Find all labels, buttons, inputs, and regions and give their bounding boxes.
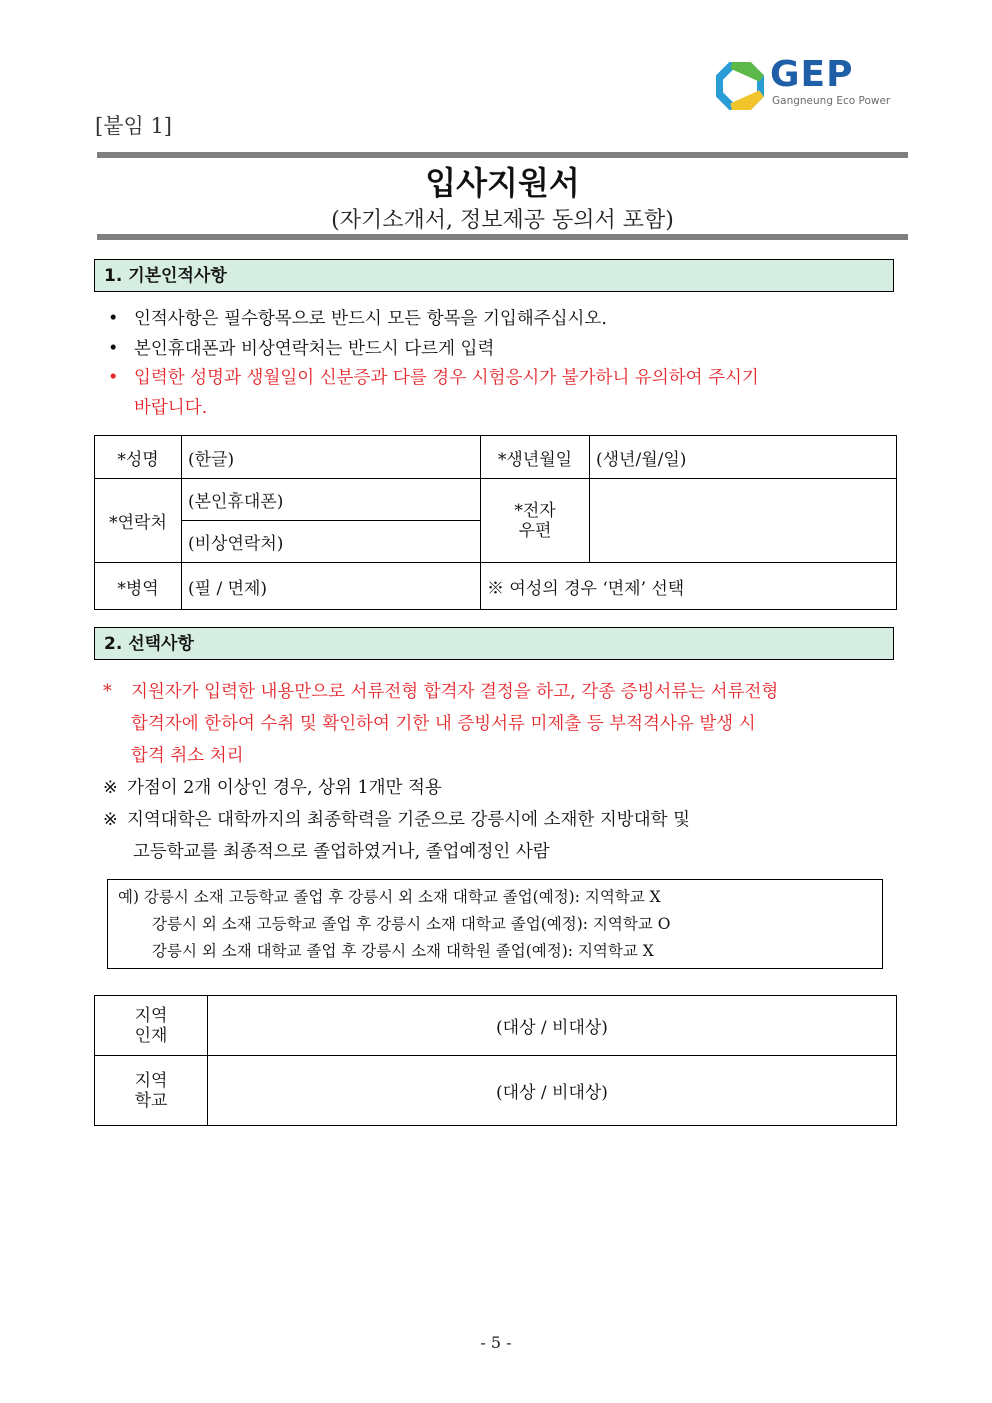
instruction-item — [108, 305, 759, 335]
page-title: 입사지원서 — [425, 164, 580, 202]
note-line: 합격자에 한하여 수취 및 확인하여 기한 내 증빙서류 미제출 등 부적격사유 발생 시 — [131, 714, 756, 734]
emergency-contact-field[interactable]: (비상연락처) — [182, 521, 481, 563]
birth-field[interactable]: (생년/월/일) — [590, 436, 897, 479]
instruction-text: 인적사항은 필수항목으로 반드시 모든 항목을 기입해주십시오. — [134, 309, 607, 329]
example-line: 예) 강릉시 소재 고등학교 졸업 후 강릉시 외 소재 대학교 졸업(예정): 지역학교 X — [118, 888, 661, 906]
logo-wordmark: GEP — [770, 54, 854, 95]
section1-heading: 1. 기본인적사항 — [94, 259, 894, 292]
note-marker: ※ — [103, 778, 118, 798]
label-line: 지역 — [134, 1070, 168, 1091]
email-label-line: *전자 — [514, 500, 556, 521]
logo-subtitle: Gangneung Eco Power — [772, 95, 891, 107]
section2-heading: 2. 선택사항 — [94, 627, 894, 660]
page-number: - 5 - — [480, 1333, 512, 1352]
instruction-item-warning — [108, 364, 759, 394]
instruction-item — [108, 335, 759, 365]
regional-preference-table — [94, 995, 897, 1126]
octagon-logo-icon — [716, 62, 764, 110]
bottom-rule — [97, 234, 908, 240]
instruction-text: 바랍니다. — [134, 397, 208, 418]
email-label — [481, 479, 590, 563]
note-line: 고등학교를 최종적으로 졸업하였거나, 졸업예정인 사람 — [133, 842, 550, 862]
regional-talent-label — [95, 996, 208, 1056]
attachment-label: [붙임 1] — [95, 114, 172, 138]
company-logo — [716, 54, 896, 112]
label-line: 인재 — [134, 1025, 168, 1046]
example-box — [107, 879, 883, 969]
personal-info-table — [94, 435, 897, 610]
note-line: 가점이 2개 이상인 경우, 상위 1개만 적용 — [127, 778, 442, 798]
regional-school-field[interactable]: (대상 / 비대상) — [208, 1056, 897, 1126]
instruction-text: 입력한 성명과 생월일이 신분증과 다를 경우 시험응시가 불가하니 유의하여 주시기 — [134, 368, 759, 388]
label-line: 학교 — [134, 1090, 168, 1111]
note-line: 합격 취소 처리 — [131, 746, 244, 766]
note-line: 지원자가 입력한 내용만으로 서류전형 합격자 결정을 하고, 각종 증빙서류는 서류전형 — [131, 682, 779, 702]
section1-instructions — [108, 305, 759, 423]
military-note: ※ 여성의 경우 ‘면제’ 선택 — [481, 563, 897, 610]
email-label-line: 우편 — [518, 520, 552, 541]
regional-school-label — [95, 1056, 208, 1126]
note-item-warning — [103, 676, 778, 772]
name-label: *성명 — [95, 436, 182, 479]
birth-label: *생년월일 — [481, 436, 590, 479]
section2-notes — [103, 676, 778, 868]
military-label: *병역 — [95, 563, 182, 610]
example-line: 강릉시 외 소재 대학교 졸업 후 강릉시 소재 대학원 졸업(예정): 지역학교 X — [152, 942, 654, 960]
instruction-text: 본인휴대폰과 비상연락처는 반드시 다르게 입력 — [134, 338, 495, 359]
note-item — [103, 804, 778, 868]
note-marker: ※ — [103, 810, 118, 830]
bullet-marker: • — [108, 309, 119, 329]
instruction-continuation — [108, 394, 759, 424]
note-marker: * — [103, 682, 112, 702]
bullet-marker: • — [108, 338, 119, 359]
note-item — [103, 772, 778, 804]
note-line: 지역대학은 대학까지의 최종학력을 기준으로 강릉시에 소재한 지방대학 및 — [127, 810, 690, 830]
label-line: 지역 — [134, 1005, 168, 1026]
mobile-field[interactable]: (본인휴대폰) — [182, 479, 481, 521]
example-line: 강릉시 외 소재 고등학교 졸업 후 강릉시 소재 대학교 졸업(예정): 지역학교 O — [152, 915, 671, 933]
regional-talent-field[interactable]: (대상 / 비대상) — [208, 996, 897, 1056]
page-subtitle: (자기소개서, 정보제공 동의서 포함) — [331, 208, 674, 233]
bullet-marker: • — [108, 368, 119, 388]
military-field[interactable]: (필 / 면제) — [182, 563, 481, 610]
contact-label: *연락처 — [95, 479, 182, 563]
email-field[interactable] — [590, 479, 897, 563]
name-field[interactable]: (한글) — [182, 436, 481, 479]
